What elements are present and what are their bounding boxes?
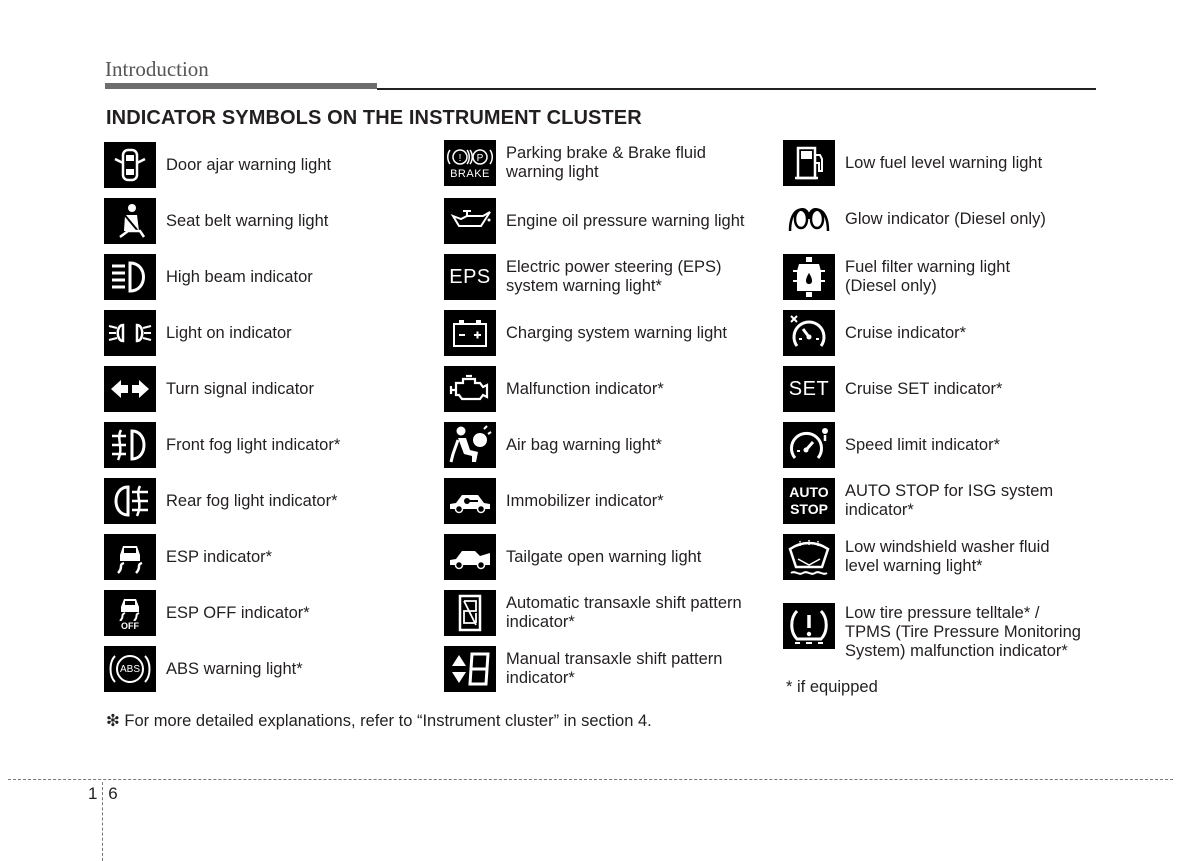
auto-stop-icon: [783, 478, 835, 524]
indicator-row: [444, 646, 784, 692]
indicator-row: [444, 198, 784, 244]
auto-shift-icon: [444, 590, 496, 636]
abs-text: ABS: [119, 663, 140, 675]
indicator-row: [104, 366, 444, 412]
cruise-set-icon: [783, 366, 835, 412]
indicator-row: [104, 590, 444, 636]
indicator-label: Air bag warning light*: [506, 435, 662, 454]
section-title: Introduction: [105, 57, 209, 81]
indicator-row: [104, 646, 444, 692]
indicator-label: Light on indicator: [166, 323, 292, 342]
washer-icon: [783, 534, 835, 580]
indicator-row: [444, 254, 784, 300]
indicator-label: Door ajar warning light: [166, 155, 332, 174]
abs-icon: [104, 646, 156, 692]
indicator-row: [444, 366, 784, 412]
immobilizer-icon: [444, 478, 496, 524]
high-beam-icon: [104, 254, 156, 300]
seat-belt-icon: [104, 198, 156, 244]
header-rule-thick: [105, 83, 377, 89]
front-fog-icon: [104, 422, 156, 468]
light-on-icon: [104, 310, 156, 356]
indicator-label: Front fog light indicator*: [166, 435, 341, 454]
indicator-label: ESP OFF indicator*: [166, 603, 310, 622]
indicator-label: ESP indicator*: [166, 547, 273, 566]
rear-fog-icon: [104, 478, 156, 524]
indicator-row: [783, 196, 1123, 242]
esp-icon: [104, 534, 156, 580]
chapter-number: 1: [88, 784, 98, 803]
indicator-row: [444, 534, 784, 580]
page-number: [88, 784, 118, 804]
indicator-row: [783, 254, 1123, 300]
indicator-label: Cruise SET indicator*: [845, 379, 1003, 398]
indicator-label: Malfunction indicator*: [506, 379, 664, 398]
indicator-label: Manual transaxle shift pattern indicator*: [506, 650, 723, 687]
indicator-row: [104, 310, 444, 356]
indicator-row: [104, 142, 444, 188]
eps-icon: [444, 254, 496, 300]
indicator-row: [783, 422, 1123, 468]
indicator-row: [104, 478, 444, 524]
indicator-row: [783, 534, 1123, 580]
indicator-label: Seat belt warning light: [166, 211, 329, 230]
fuel-icon: [783, 140, 835, 186]
set-text: SET: [788, 377, 830, 400]
indicator-row: [783, 310, 1123, 356]
indicator-label: Low fuel level warning light: [845, 153, 1043, 172]
indicator-row: [104, 422, 444, 468]
indicator-label: Parking brake & Brake fluid warning light: [506, 144, 706, 181]
indicator-row: [444, 310, 784, 356]
indicator-label: Electric power steering (EPS) system warning light*: [506, 258, 722, 295]
airbag-icon: [444, 422, 496, 468]
oil-pressure-icon: [444, 198, 496, 244]
door-ajar-icon: [104, 142, 156, 188]
reference-note: ❇ For more detailed explanations, refer to “Instrument cluster” in section 4.: [106, 712, 652, 730]
indicator-row: [444, 422, 784, 468]
indicator-row: [104, 534, 444, 580]
indicator-row: [104, 254, 444, 300]
auto-text: AUTO: [789, 484, 829, 500]
page-number-value: 6: [108, 784, 118, 803]
brake-icon: [444, 140, 496, 186]
eps-text: EPS: [449, 265, 491, 288]
indicator-label: Automatic transaxle shift pattern indicator*: [506, 594, 742, 631]
turn-signal-icon: [104, 366, 156, 412]
indicator-row: [444, 140, 784, 186]
indicator-row: [783, 478, 1123, 524]
if-equipped-footnote: * if equipped: [786, 678, 878, 696]
page-heading: INDICATOR SYMBOLS ON THE INSTRUMENT CLUSTER: [106, 107, 642, 129]
indicator-label: Tailgate open warning light: [506, 547, 702, 566]
indicator-label: ABS warning light*: [166, 659, 303, 678]
indicator-label: High beam indicator: [166, 267, 313, 286]
esp-off-text: OFF: [121, 621, 139, 631]
esp-off-icon: [104, 590, 156, 636]
indicator-label: Rear fog light indicator*: [166, 491, 338, 510]
svg-text:!: !: [458, 152, 462, 164]
indicator-row: [444, 590, 784, 636]
brake-text: BRAKE: [450, 167, 490, 180]
indicator-label: Speed limit indicator*: [845, 435, 1000, 454]
indicator-row: [104, 198, 444, 244]
indicator-label: Glow indicator (Diesel only): [845, 209, 1046, 228]
header-rule-thin: [377, 88, 1096, 90]
battery-icon: [444, 310, 496, 356]
fuel-filter-icon: [783, 254, 835, 300]
tailgate-icon: [444, 534, 496, 580]
cruise-icon: [783, 310, 835, 356]
indicator-label: AUTO STOP for ISG system indicator*: [845, 482, 1054, 519]
speed-limit-icon: [783, 422, 835, 468]
stop-text: STOP: [790, 501, 828, 517]
indicator-label: Turn signal indicator: [166, 379, 314, 398]
engine-icon: [444, 366, 496, 412]
indicator-label: Fuel filter warning light (Diesel only): [845, 258, 1011, 295]
indicator-label: Low tire pressure telltale* / TPMS (Tire Pressure Monitoring System) malfunction indicator*: [845, 604, 1081, 660]
svg-text:P: P: [476, 152, 484, 164]
indicator-label: Immobilizer indicator*: [506, 491, 664, 510]
indicator-row: [783, 590, 1123, 661]
glow-icon: [783, 196, 835, 242]
indicator-label: Charging system warning light: [506, 323, 728, 342]
indicator-row: [783, 140, 1123, 186]
footer-divider: [8, 779, 1173, 780]
indicator-label: Cruise indicator*: [845, 323, 967, 342]
indicator-row: [783, 366, 1123, 412]
manual-shift-icon: [444, 646, 496, 692]
indicator-label: Engine oil pressure warning light: [506, 211, 745, 230]
indicator-label: Low windshield washer fluid level warning light*: [845, 538, 1050, 575]
indicator-row: [444, 478, 784, 524]
tpms-icon: [783, 603, 835, 649]
